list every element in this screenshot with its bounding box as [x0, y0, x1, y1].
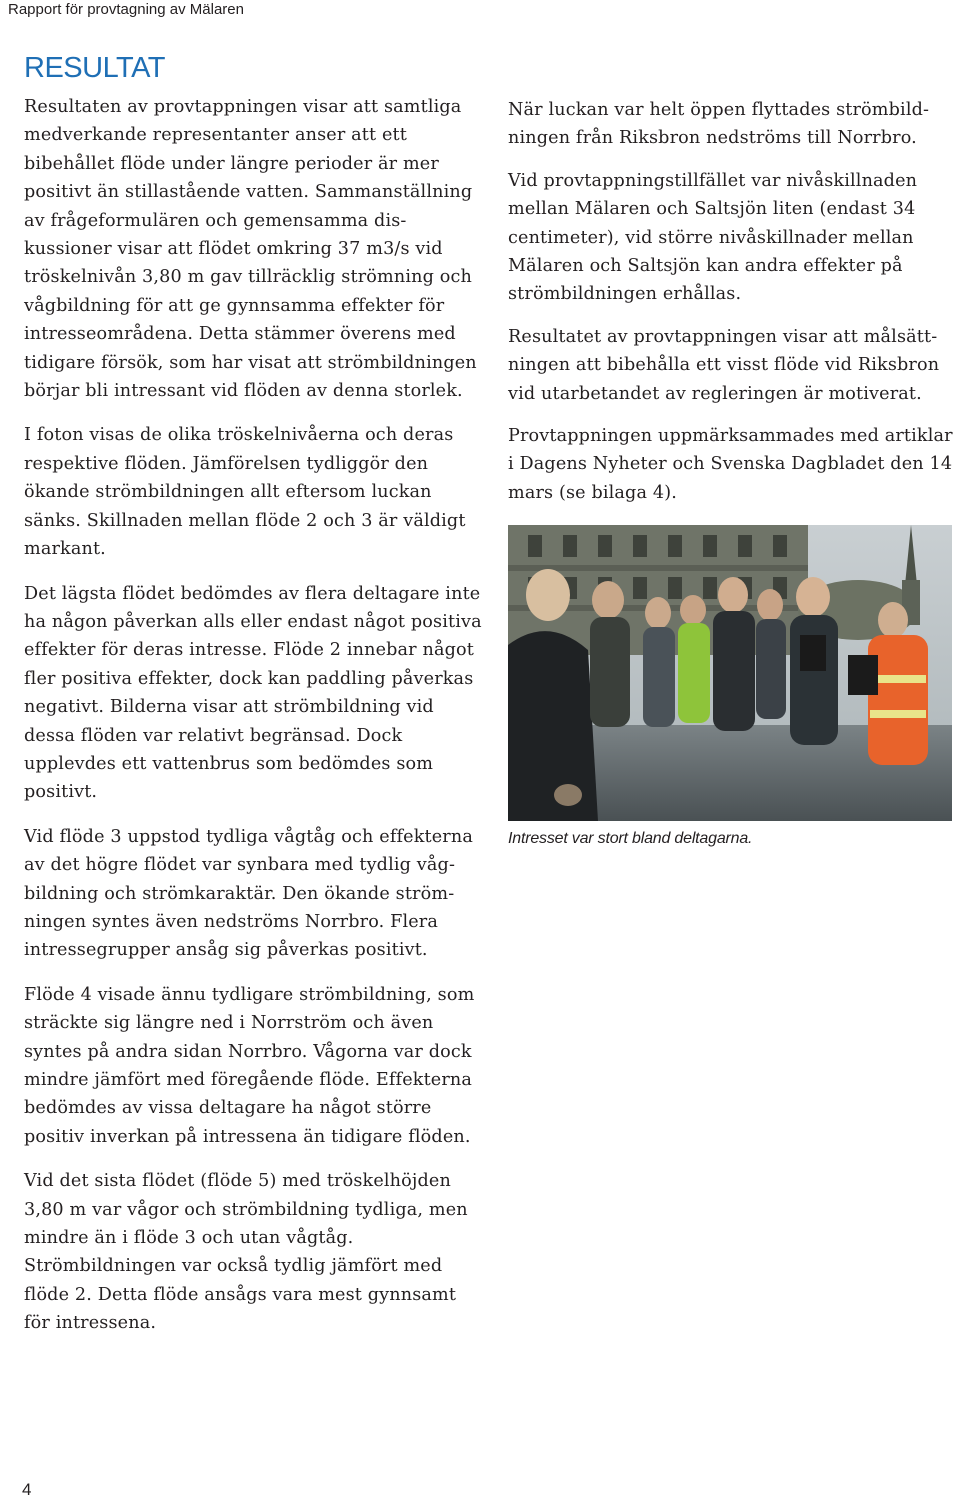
body-paragraph: Resultatet av provtappningen visar att målsättningen att bibehålla ett visst flöde vid Riksbron vid utarbetandet av regleringen är motiverat.	[508, 326, 940, 404]
section-title: RESULTAT	[24, 52, 166, 84]
page-number: 4	[22, 1480, 32, 1499]
body-paragraph: I foton visas de olika tröskelnivåerna och deras respektive flöden. Jämförelsen tydliggör den ökande strömbildningen allt eftersom luckan sänks. Skillnaden mellan flöde 2 och 3 är väldigt markant.	[24, 425, 466, 560]
running-header: Rapport för provtagning av Mälaren	[8, 1, 244, 18]
body-paragraph: Vid provtappningstillfället var nivåskillnaden mellan Mälaren och Saltsjön liten (endast 34 centimeter), vid större nivåskillnader mellan Mälaren och Saltsjön kan andra effekter på strömbildningen erhållas.	[508, 170, 918, 305]
body-paragraph: Vid flöde 3 uppstod tydliga vågtåg och effekterna av det högre flödet var synbara med tydlig vågbildning och strömkaraktär. Den ökande strömningen syntes även nedströms Norrbro. Flera intressegrupper ansåg sig påverkas positivt.	[24, 826, 473, 961]
participants-photo	[508, 525, 952, 821]
body-paragraph: Provtappningen uppmärksammades med artiklar i Dagens Nyheter och Svenska Dagbladet den 14 mars (se bilaga 4).	[508, 426, 953, 503]
left-column	[24, 93, 486, 1338]
right-column	[508, 96, 958, 507]
body-paragraph: När luckan var helt öppen flyttades strömbildningen från Riksbron nedströms till Norrbro.	[508, 100, 929, 149]
body-paragraph: Resultaten av provtappningen visar att samtliga medverkande representanter anser att ett bibehållet flöde under längre perioder är mer positivt än stillastående vatten. Sammanställning av frågeformulären och gemensamma diskussioner visar att flödet omkring 37 m3/s vid tröskelnivån 3,80 m gav tillräcklig strömning och vågbildning för att ge gynnsamma effekter för intresseområdena. Detta stämmer överens med tidigare försök, som har visat att strömbildningen börjar bli intressant vid flöden av denna storlek.	[24, 97, 477, 402]
body-paragraph: Flöde 4 visade ännu tydligare strömbildning, som sträckte sig längre ned i Norrström och även syntes på andra sidan Norrbro. Vågorna var dock mindre jämfört med föregående flöde. Effekterna bedömdes av vissa deltagare ha något större positiv inverkan på intressena än tidigare flöden.	[24, 984, 475, 1147]
body-paragraph: Vid det sista flödet (flöde 5) med tröskelhöjden 3,80 m var vågor och strömbildning tydliga, men mindre än i flöde 3 och utan vågtåg. Strömbildningen var också tydlig jämfört med flöde 2. Detta flöde ansågs vara mest gynnsamt för intressena.	[24, 1171, 468, 1334]
figure-caption: Intresset var stort bland deltagarna.	[508, 830, 753, 847]
photo-illustration	[508, 525, 952, 821]
body-paragraph: Det lägsta flödet bedömdes av flera deltagare inte ha någon påverkan alls eller endast något positiva effekter för deras intresse. Flöde 2 innebar något fler positiva effekter, dock kan paddling påverkas negativt. Bilderna visar att strömbildning vid dessa flöden var relativt begränsad. Dock upplevdes ett vattenbrus som bedömdes som positivt.	[24, 583, 482, 803]
